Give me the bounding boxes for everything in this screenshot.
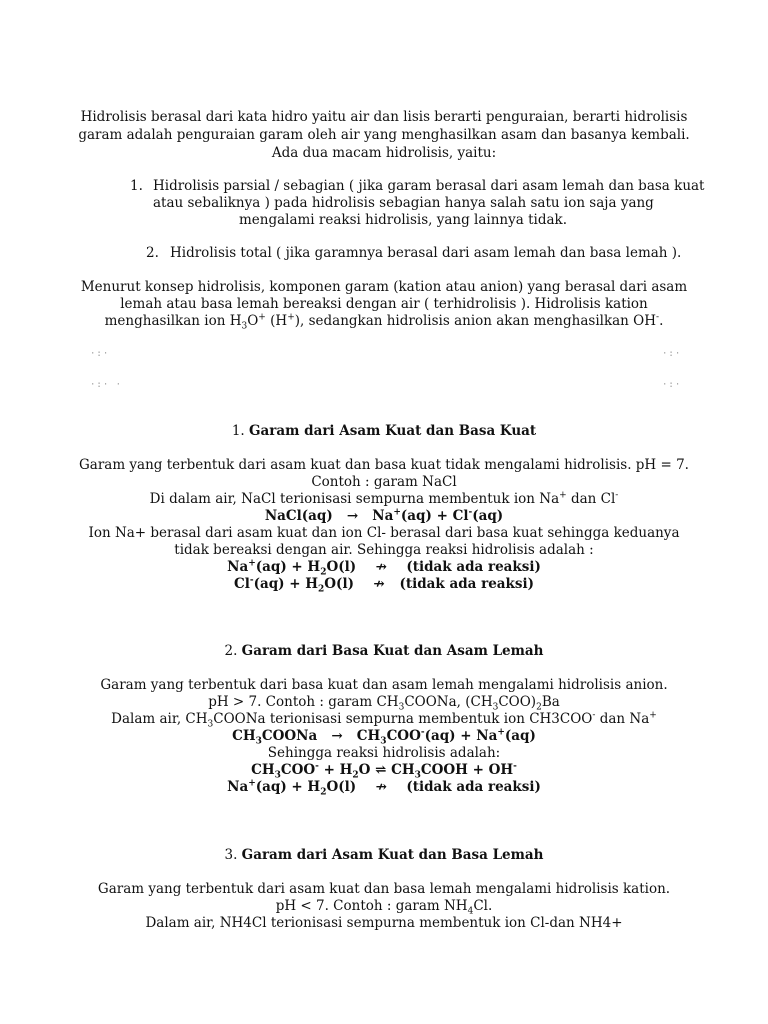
section-3-para-2: pH < 7. Contoh : garam $NH_4Cl$. (275, 898, 493, 917)
list-item-1-line-3: mengalami reaksi hidrolisis, yang lainnya tidak. (238, 212, 568, 228)
section-1-para-2: Contoh : garam NaCl (311, 474, 457, 490)
section-1-equation-2: $Na^+(aq) + H_2O(l)$ ↛ (tidak ada reaksi) (227, 558, 541, 578)
section-1-para-5: tidak bereaksi dengan air. Sehingga reaksi hidrolisis adalah : (174, 542, 594, 558)
section-2-equation-2: $CH_3COO^- + H_2O$ ⇌ $CH_3COOH + OH^-$ (251, 761, 517, 781)
section-3-heading: 3. Garam dari Asam Kuat dan Basa Lemah (224, 847, 544, 863)
no-reaction-arrow-icon: ↛ (375, 559, 387, 575)
section-1-para-3: Di dalam air, NaCl terionisasi sempurna membentuk ion Na+ dan Cl- (149, 490, 619, 507)
section-1-equation-1: NaCl(aq) → Na+(aq) + Cl-(aq) (264, 507, 504, 524)
section-2-para-3: Dalam air, $CH_3COONa$ terionisasi sempurna membentuk ion CH3COO- dan Na+ (111, 710, 657, 730)
section-2-para-2: pH > 7. Contoh : garam $CH_3COONa$, $(CH_3COO)_2Ba$ (208, 694, 560, 713)
section-1-heading: 1. Garam dari Asam Kuat dan Basa Kuat (231, 423, 537, 439)
section-3-para-3: Dalam air, NH4Cl terionisasi sempurna membentuk ion Cl-dan NH4+ (145, 915, 623, 931)
concept-line-3: menghasilkan ion $H_3O^+$ (H+), sedangkan hidrolisis anion akan menghasilkan OH-. (104, 312, 664, 332)
section-2-heading: 2. Garam dari Basa Kuat dan Asam Lemah (224, 643, 544, 659)
list-item-1-line-2: atau sebaliknya ) pada hidrolisis sebagian hanya salah satu ion saja yang (153, 195, 654, 211)
intro-line-3: Ada dua macam hidrolisis, yaitu: (271, 145, 497, 161)
list-item-2-number: 2. (146, 245, 159, 261)
list-item-1-line-1: Hidrolisis parsial / sebagian ( jika garam berasal dari asam lemah dan basa kuat (153, 178, 705, 194)
list-item-2-text: Hidrolisis total ( jika garamnya berasal dari asam lemah dan basa lemah ). (170, 245, 682, 261)
section-2-equation-1: $CH_3COONa$ → $CH_3COO^-(aq) + Na^+(aq)$ (232, 727, 536, 747)
section-3-para-1: Garam yang terbentuk dari asam kuat dan basa lemah mengalami hidrolisis kation. (97, 881, 671, 897)
page-break-marker: ·:· · (90, 380, 123, 390)
section-1-equation-3: $Cl^-(aq) + H_2O(l)$ ↛ (tidak ada reaksi) (233, 575, 535, 595)
no-reaction-arrow-icon: ↛ (375, 779, 387, 795)
section-2-para-1: Garam yang terbentuk dari basa kuat dan asam lemah mengalami hidrolisis anion. (100, 677, 668, 693)
section-2-equation-3: $Na^+(aq) + H_2O(l)$ ↛ (tidak ada reaksi) (227, 778, 541, 798)
section-1-para-1: Garam yang terbentuk dari asam kuat dan basa kuat tidak mengalami hidrolisis. pH = 7. (79, 457, 689, 473)
section-1-para-4: Ion Na+ berasal dari asam kuat dan ion Cl- berasal dari basa kuat sehingga keduanya (88, 525, 680, 541)
intro-line-2: garam adalah penguraian garam oleh air yang menghasilkan asam dan basanya kembali. (78, 127, 690, 143)
concept-line-1: Menurut konsep hidrolisis, komponen garam (kation atau anion) yang berasal dari asam (80, 279, 688, 295)
list-item-1-number: 1. (130, 178, 143, 194)
no-reaction-arrow-icon: ↛ (373, 576, 385, 592)
page-break-marker: ·:· (90, 349, 110, 359)
intro-line-1: Hidrolisis berasal dari kata hidro yaitu air dan lisis berarti penguraian, berarti hidrolisis (80, 109, 688, 125)
page-break-marker: ·:· (662, 349, 682, 359)
equilibrium-arrow-icon: ⇌ (375, 762, 387, 778)
concept-line-2: lemah atau basa lemah bereaksi dengan air ( terhidrolisis ). Hidrolisis kation (120, 296, 648, 312)
section-2-para-4: Sehingga reaksi hidrolisis adalah: (267, 745, 501, 761)
page-break-marker: ·:· (662, 380, 682, 390)
